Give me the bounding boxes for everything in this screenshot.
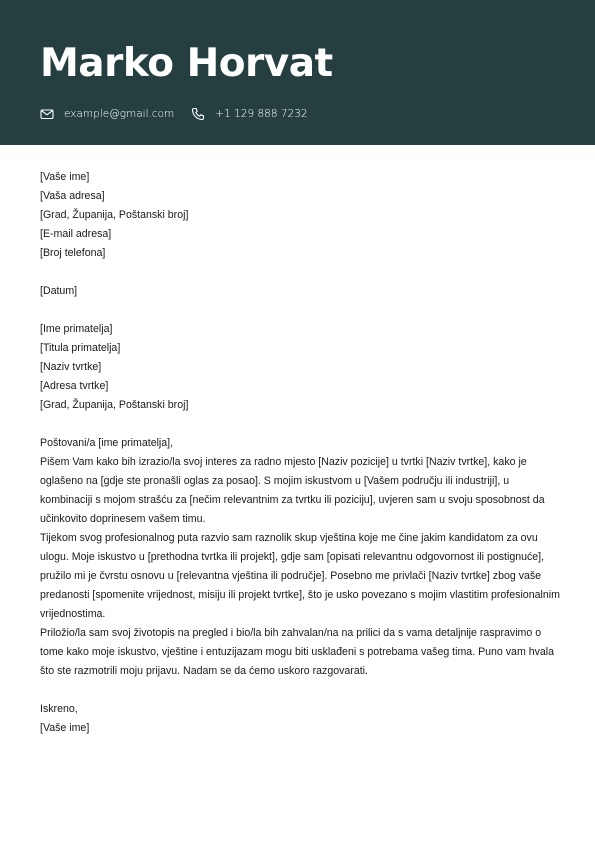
sender-line: [Broj telefona]: [40, 247, 106, 259]
letter-body: [40, 168, 560, 757]
email-contact: [40, 107, 174, 121]
closing: Iskreno,: [40, 703, 78, 715]
date-line: [Datum]: [40, 285, 78, 297]
phone-contact: [191, 107, 307, 121]
recipient-line: [Ime primatelja]: [40, 323, 113, 335]
sender-line: [Grad, Županija, Poštanski broj]: [40, 209, 189, 221]
email-text: example@gmail.com: [64, 108, 175, 120]
sender-line: [Vaše ime]: [40, 171, 90, 183]
mail-icon: [40, 107, 54, 121]
body-paragraph: Priložio/la sam svoj životopis na pregled i bio/la bih zahvalan/na na prilici da s vama detaljnije raspravimo o tome kako moje iskustvo, vještine i entuzijazam mogu biti usklađeni s potrebama vašeg tima. Puno vam hvala što ste razmotrili moju prijavu. Nadam se da ćemo uskoro razgovarati.: [40, 627, 555, 677]
sender-block: [40, 168, 560, 263]
contact-row: [40, 106, 308, 122]
closing-block: [40, 700, 560, 738]
sender-line: [Vaša adresa]: [40, 190, 105, 202]
greeting: Poštovani/a [ime primatelja],: [40, 437, 174, 449]
sender-line: [E-mail adresa]: [40, 228, 112, 240]
recipient-line: [Grad, Županija, Poštanski broj]: [40, 399, 189, 411]
header-banner: [0, 0, 595, 145]
body-paragraph: Pišem Vam kako bih izrazio/la svoj interes za radno mjesto [Naziv pozicije] u tvrtki [Naziv tvrtke], kako je oglašeno na [gdje ste pronašli oglas za posao]. S mojim iskustvom u [Vašem području ili industriji], u kombinaciji s mojom strašću za [nečim relevantnim za tvrtku ili poziciju], uvjeren sam u svoju sposobnost da učinkovito doprinesem vašem timu.: [40, 456, 545, 525]
recipient-line: [Titula primatelja]: [40, 342, 121, 354]
date-block: [40, 282, 560, 301]
phone-text: +1 129 888 7232: [215, 108, 308, 120]
signature: [Vaše ime]: [40, 722, 90, 734]
letter-text: [40, 434, 560, 681]
recipient-line: [Naziv tvrtke]: [40, 361, 102, 373]
recipient-line: [Adresa tvrtke]: [40, 380, 109, 392]
body-paragraph: Tijekom svog profesionalnog puta razvio sam raznolik skup vještina koje me čine jakim kandidatom za ovu ulogu. Moje iskustvo u [prethodna tvrtka ili projekt], gdje sam [opisati relevantnu odgovornost ili postignuće], pružilo mi je čvrstu osnovu u [relevantna vještina ili područje]. Posebno me privlači [Naziv tvrtke] zbog vaše predanosti [spomenite vrijednost, misiju ili projekt tvrtke], što je usko povezano s mojim vlastitim profesionalnim vrijednostima.: [40, 532, 560, 620]
recipient-block: [40, 320, 560, 415]
applicant-name: Marko Horvat: [40, 41, 333, 86]
phone-icon: [191, 107, 205, 121]
